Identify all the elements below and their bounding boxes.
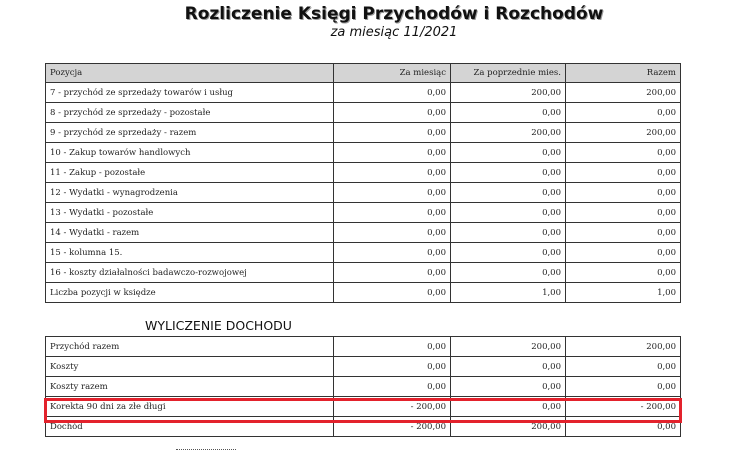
row-previous-value: 200,00: [451, 123, 566, 143]
row-previous-value: 0,00: [451, 203, 566, 223]
row-previous-value: 0,00: [451, 243, 566, 263]
row-month-value: 0,00: [334, 377, 451, 397]
table-row: [46, 377, 681, 397]
table-row: [46, 123, 681, 143]
row-previous-value: 0,00: [451, 377, 566, 397]
row-previous-value: 0,00: [451, 397, 566, 417]
column-header-total: Razem: [566, 64, 681, 83]
row-previous-value: 0,00: [451, 263, 566, 283]
row-total-value: 200,00: [566, 123, 681, 143]
row-total-value: 0,00: [566, 243, 681, 263]
row-month-value: 0,00: [334, 183, 451, 203]
table-row: [46, 283, 681, 303]
table-header-row: [46, 64, 681, 83]
row-previous-value: 200,00: [451, 417, 566, 437]
row-previous-value: 0,00: [451, 143, 566, 163]
table-row: [46, 143, 681, 163]
row-label: Korekta 90 dni za złe długi: [46, 397, 334, 417]
row-previous-value: 0,00: [451, 223, 566, 243]
highlight-box: [44, 398, 682, 423]
row-label: Dochód: [46, 417, 334, 437]
row-label: 15 - kolumna 15.: [46, 243, 334, 263]
row-month-value: 0,00: [334, 83, 451, 103]
table-row: [46, 203, 681, 223]
column-header-position: Pozycja: [46, 64, 334, 83]
table-row: [46, 223, 681, 243]
row-month-value: 0,00: [334, 123, 451, 143]
row-total-value: 0,00: [566, 183, 681, 203]
row-previous-value: 200,00: [451, 83, 566, 103]
row-month-value: 0,00: [334, 243, 451, 263]
row-month-value: 0,00: [334, 263, 451, 283]
row-total-value: 0,00: [566, 163, 681, 183]
row-label: 14 - Wydatki - razem: [46, 223, 334, 243]
table-row: [46, 263, 681, 283]
row-month-value: 0,00: [334, 203, 451, 223]
row-total-value: 0,00: [566, 377, 681, 397]
row-month-value: 0,00: [334, 163, 451, 183]
table-row: [46, 163, 681, 183]
row-month-value: 0,00: [334, 337, 451, 357]
row-month-value: 0,00: [334, 357, 451, 377]
row-label: 10 - Zakup towarów handlowych: [46, 143, 334, 163]
row-previous-value: 1,00: [451, 283, 566, 303]
row-total-value: 0,00: [566, 143, 681, 163]
page-subtitle: za miesiąc 11/2021: [330, 25, 458, 40]
row-label: Przychód razem: [46, 337, 334, 357]
row-previous-value: 0,00: [451, 103, 566, 123]
row-month-value: - 200,00: [334, 397, 451, 417]
positions-table: [45, 63, 681, 303]
table-row: [46, 103, 681, 123]
row-label: 7 - przychód ze sprzedaży towarów i usług: [46, 83, 334, 103]
table-row: [46, 357, 681, 377]
row-total-value: 1,00: [566, 283, 681, 303]
row-label: Liczba pozycji w księdze: [46, 283, 334, 303]
table-row: [46, 243, 681, 263]
income-section-heading: WYLICZENIE DOCHODU: [145, 318, 292, 333]
row-label: 8 - przychód ze sprzedaży - pozostałe: [46, 103, 334, 123]
row-month-value: 0,00: [334, 143, 451, 163]
table-row: [46, 337, 681, 357]
row-total-value: 200,00: [566, 337, 681, 357]
page-title: Rozliczenie Księgi Przychodów i Rozchodów: [184, 4, 604, 24]
row-label: 12 - Wydatki - wynagrodzenia: [46, 183, 334, 203]
column-header-previous-months: Za poprzednie mies.: [451, 64, 566, 83]
row-total-value: 200,00: [566, 83, 681, 103]
row-previous-value: 0,00: [451, 357, 566, 377]
row-previous-value: 200,00: [451, 337, 566, 357]
row-label: 11 - Zakup - pozostałe: [46, 163, 334, 183]
row-month-value: 0,00: [334, 223, 451, 243]
table-row: [46, 183, 681, 203]
row-total-value: 0,00: [566, 103, 681, 123]
row-previous-value: 0,00: [451, 163, 566, 183]
row-label: Koszty razem: [46, 377, 334, 397]
row-month-value: 0,00: [334, 103, 451, 123]
row-previous-value: 0,00: [451, 183, 566, 203]
row-total-value: 0,00: [566, 417, 681, 437]
row-label: 9 - przychód ze sprzedaży - razem: [46, 123, 334, 143]
row-total-value: 0,00: [566, 357, 681, 377]
column-header-month: Za miesiąc: [334, 64, 451, 83]
row-label: 13 - Wydatki - pozostałe: [46, 203, 334, 223]
row-month-value: 0,00: [334, 283, 451, 303]
row-total-value: 0,00: [566, 263, 681, 283]
row-month-value: - 200,00: [334, 417, 451, 437]
row-total-value: - 200,00: [566, 397, 681, 417]
row-label: Koszty: [46, 357, 334, 377]
row-label: 16 - koszty działalności badawczo-rozwojowej: [46, 263, 334, 283]
row-total-value: 0,00: [566, 203, 681, 223]
table-row: [46, 83, 681, 103]
row-total-value: 0,00: [566, 223, 681, 243]
page-footer-fragment: [176, 449, 236, 452]
